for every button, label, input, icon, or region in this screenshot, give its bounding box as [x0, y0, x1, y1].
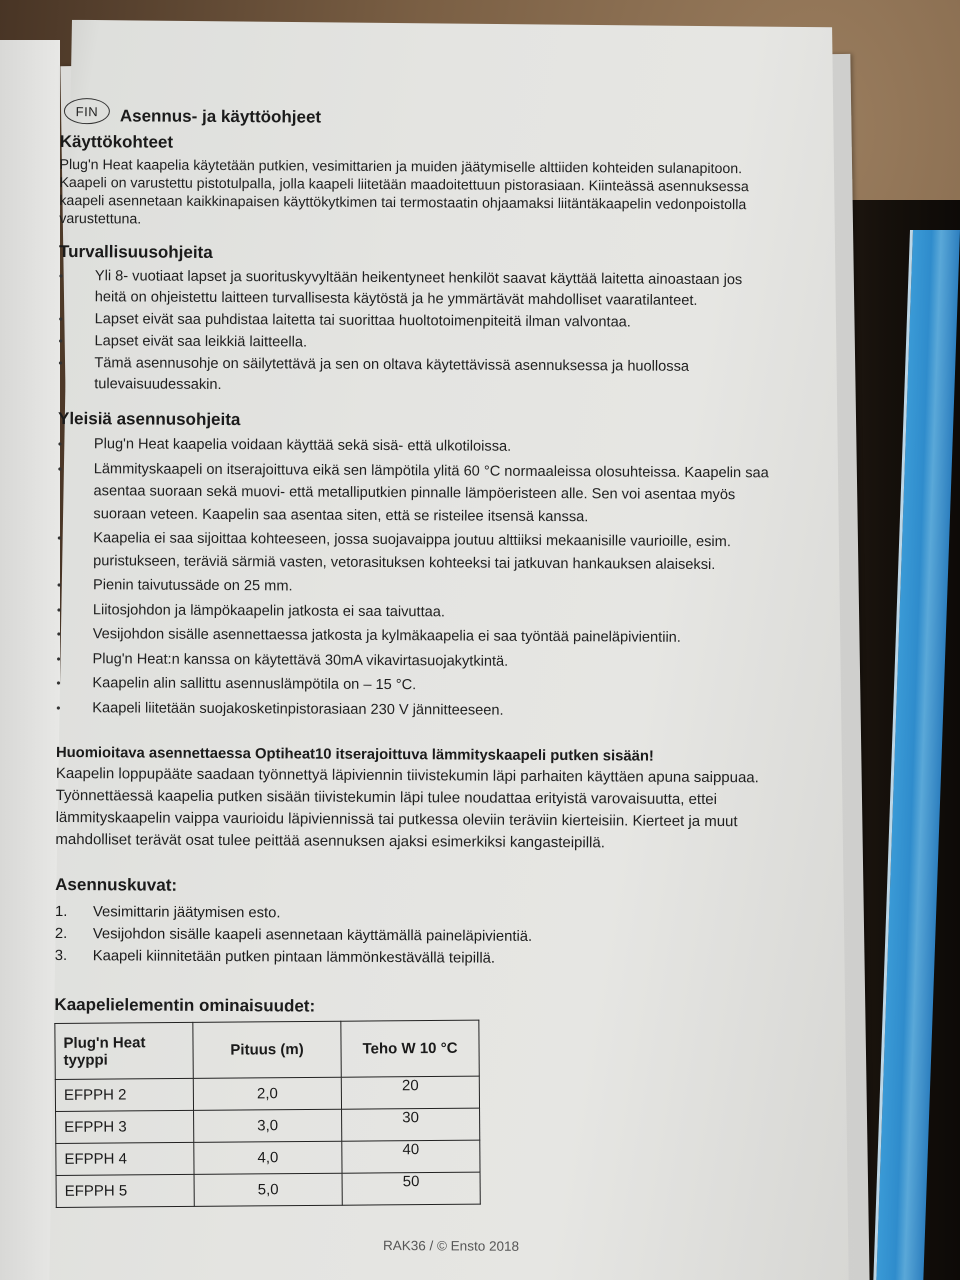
list-item: • Lapset eivät saa puhdistaa laitetta tai suorittaa huoltotoimenpiteitä ilman valvontaa.	[59, 309, 777, 334]
list-item: • Kaapelia ei saa sijoittaa kohteeseen, jossa suojavaippa joutuu alttiiksi mekaanisille vaurioille, esim. puristukseen, teräviä särmiä vasten, vetorasituksen kohteeksi tai jatkuvan hankauksen alaiseksi.	[57, 527, 787, 576]
cell-length: 2,0	[193, 1077, 341, 1110]
cell-type: EFPPH 5	[56, 1174, 194, 1207]
list-item: • Vesijohdon sisälle asennettaessa jatkosta ja kylmäkaapelia ei saa työntää paineläpivientiin.	[57, 623, 787, 650]
list-item: • Yli 8- vuotiaat lapset ja suorituskyvyltään heikentyneet henkilöt saavat käyttää laitetta ainoastaan jos heitä on ohjeistettu laitteen turvallisesta käytöstä ja he ymmärtävät mahdolliset vaaratilanteet.	[59, 266, 777, 312]
note-heading: Huomioitava asennettaessa Optiheat10 itserajoittuva lämmityskaapeli putken sisään!	[55, 744, 654, 765]
table-row	[55, 1076, 479, 1111]
document-footer: RAK36 / © Ensto 2018	[382, 1237, 520, 1254]
safety-list	[58, 266, 777, 399]
step-number: 3.	[54, 947, 68, 965]
list-item	[55, 945, 795, 972]
table-row	[56, 1108, 480, 1143]
usage-heading: Käyttökohteet	[59, 131, 174, 152]
cell-length: 4,0	[194, 1141, 342, 1174]
list-item: • Plug'n Heat:n kanssa on käytettävä 30mA vikavirtasuojakytkintä.	[56, 647, 786, 674]
language-badge: FIN	[64, 98, 110, 124]
table-header-row	[55, 1020, 479, 1079]
step-number: 1.	[54, 903, 68, 921]
cell-power: 50	[342, 1172, 480, 1205]
cell-length: 5,0	[194, 1173, 342, 1206]
background-paper-stack	[0, 40, 60, 1280]
general-list	[56, 433, 788, 723]
list-item: • Liitosjohdon ja lämpökaapelin jatkosta ei saa taivuttaa.	[57, 598, 787, 625]
list-item: • Kaapelin alin sallittu asennuslämpötila on – 15 °C.	[56, 672, 786, 699]
document-content	[53, 96, 800, 1254]
specs-table	[54, 1020, 480, 1208]
cell-length: 3,0	[194, 1109, 342, 1142]
list-item: • Kaapeli liitetään suojakosketinpistorasiaan 230 V jännitteeseen.	[56, 696, 786, 723]
list-item: • Pienin taivutussäde on 25 mm.	[57, 574, 787, 601]
cell-power: 20	[341, 1076, 479, 1109]
column-header-power: Teho W 10 °C	[341, 1020, 479, 1077]
list-item: • Plug'n Heat kaapelia voidaan käyttää sekä sisä- että ulkotiloissa.	[58, 433, 788, 460]
document-title: Asennus- ja käyttöohjeet	[119, 106, 322, 127]
cell-type: EFPPH 3	[56, 1110, 194, 1143]
safety-heading: Turvallisuusohjeita	[58, 241, 213, 262]
cell-power: 30	[342, 1108, 480, 1141]
cell-type: EFPPH 4	[56, 1142, 194, 1175]
specs-heading: Kaapelielementin ominaisuudet:	[54, 994, 316, 1016]
list-item: • Lapset eivät saa leikkiä laitteella.	[58, 331, 776, 356]
note-text: Kaapelin loppupääte saadaan työnnettyä läpiviennin tiivistekumin läpi parhaiten käyttäen apuna saippuaa. Työnnettäessä kaapelia putken sisään tiivistekumin läpi tulee noudattaa erityistä varovaisuutta, ettei lämmityskaapelin vaippa vaurioidu läpiviennissä tai putkessa oleviin teräviin kierteisiin. Kierteet ja muut mahdolliset terävät osat tulee peittää asennuksen ajaksi esimerkiksi kangasteipillä.	[55, 764, 759, 852]
table-row	[56, 1140, 480, 1175]
cell-power: 40	[342, 1140, 480, 1173]
cell-type: EFPPH 2	[55, 1078, 193, 1111]
usage-text: Plug'n Heat kaapelia käytetään putkien, vesimittarien ja muiden jäätymiselle alttiiden kohteiden sulanapitoon. Kaapeli on varustettu pistotulpalla, jolla kaapeli liitetään maadoitettuun pistorasiaan. Kiinteässä asennuksessa kaapeli asennetaan kaikkinapaisen käyttökytkimen tai termostaatin ohjaamaksi liitäntäkaapelin vedonpoistolla varustettuna.	[59, 156, 749, 228]
step-text: Vesijohdon sisälle kaapeli asennetaan käyttämällä paineläpivientiä.	[92, 926, 533, 945]
step-text: Vesimittarin jäätymisen esto.	[92, 904, 281, 922]
column-header-type: Plug'n Heat tyyppi	[55, 1022, 193, 1079]
general-heading: Yleisiä asennusohjeita	[57, 408, 241, 430]
table-row	[56, 1172, 480, 1207]
column-header-length: Pituus (m)	[193, 1021, 341, 1078]
figures-list	[55, 901, 795, 972]
step-number: 2.	[54, 925, 68, 943]
title-row	[64, 96, 800, 130]
list-item: • Lämmityskaapeli on itserajoittuva eikä sen lämpötila ylitä 60 °C normaaleissa olosuhteissa. Kaapelin saa asentaa suoraan sekä muovi- että metalliputkien pinnalle lämpöeristeen alle. Sen voi asentaa myös suoraan veteen. Kaapelin saa asentaa siten, että se risteilee itsensä kanssa.	[57, 457, 787, 529]
figures-heading: Asennuskuvat:	[55, 874, 178, 895]
step-text: Kaapeli kiinnitetään putken pintaan lämmönkestävällä teipillä.	[92, 948, 496, 967]
list-item: • Tämä asennusohje on säilytettävä ja sen on oltava käytettävissä asennuksessa ja huollossa tulevaisuudessakin.	[58, 353, 776, 399]
